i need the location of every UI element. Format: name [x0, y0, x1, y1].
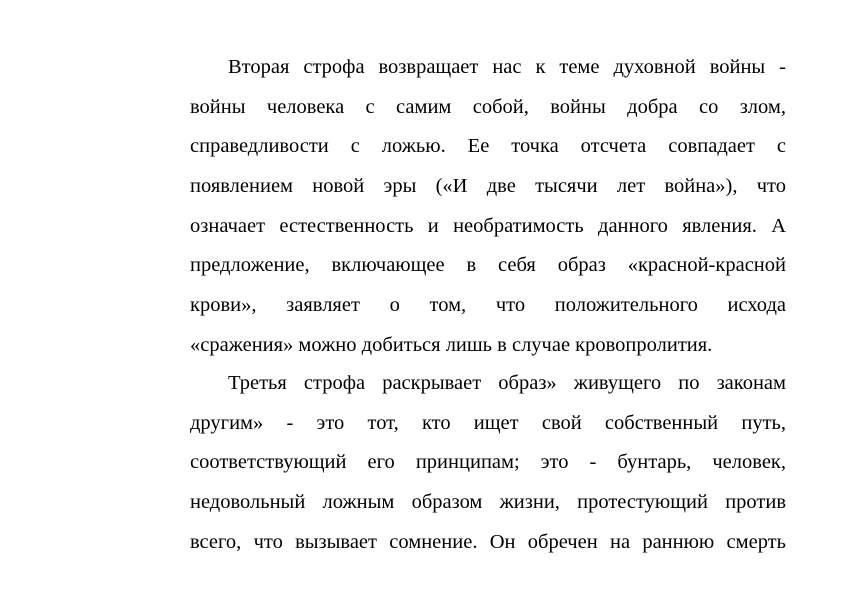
text-line: предложение, включающее в себя образ «красной-красной [190, 254, 786, 277]
text-line: Вторая строфа возвращает нас к теме духовной войны - [228, 56, 786, 78]
text-line: Третья строфа раскрывает образ» живущего по законам [228, 371, 786, 394]
text-line: «сражения» можно добиться лишь в случае кровопролития. [190, 333, 713, 356]
text-line: всего, что вызывает сомнение. Он обречен на раннюю смерть [190, 530, 786, 553]
text-line: войны человека с самим собой, войны добра со злом, [190, 95, 786, 118]
text-line: другим» - это тот, кто ищет свой собственный путь, [190, 411, 786, 434]
text-line: недовольный ложным образом жизни, протестующий против [190, 490, 786, 513]
paragraph-2 [190, 364, 786, 562]
text-line: появлением новой эры («И две тысячи лет война»), что [190, 175, 786, 198]
text-line: справедливости с ложью. Ее точка отсчета совпадает с [190, 135, 786, 158]
body-text [190, 48, 786, 562]
text-line: означает естественность и необратимость данного явления. А [190, 214, 786, 237]
text-line: соответствующий его принципам; это - бунтарь, человек, [190, 451, 786, 474]
paragraph-1 [190, 48, 786, 358]
text-line: крови», заявляет о том, что положительного исхода [190, 294, 786, 317]
